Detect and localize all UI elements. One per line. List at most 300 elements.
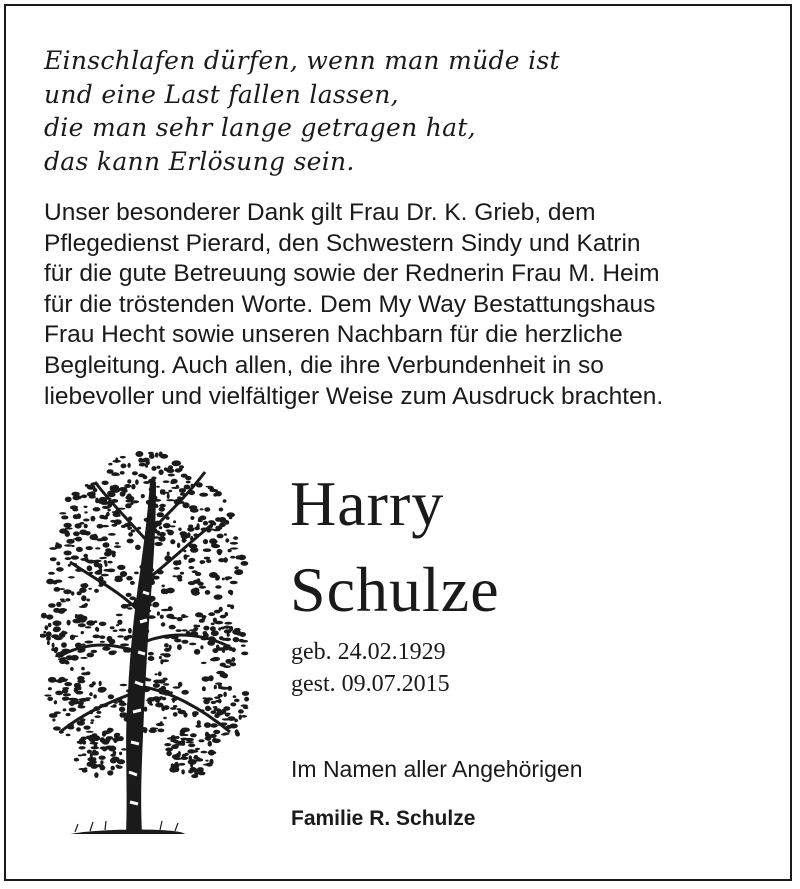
leaf (90, 516, 95, 522)
leaf (205, 590, 211, 595)
leaf (62, 698, 68, 701)
leaf (85, 626, 91, 628)
leaf (155, 530, 161, 533)
leaf (68, 701, 77, 705)
thanks-line: Pflegedienst Pierard, den Schwestern Sindy und Katrin (44, 229, 641, 257)
leaf (80, 583, 88, 588)
leaf (68, 698, 77, 701)
leaf (83, 519, 90, 522)
leaf (160, 721, 163, 724)
leaf (208, 612, 215, 616)
leaf (117, 565, 125, 570)
leaf (167, 493, 170, 499)
leaf (128, 628, 132, 634)
leaf (63, 589, 72, 594)
leaf (53, 626, 61, 632)
leaf (227, 512, 235, 517)
leaf (100, 641, 105, 643)
leaf (203, 699, 210, 705)
leaf (166, 751, 172, 756)
leaf (114, 545, 121, 548)
leaf (108, 463, 112, 466)
leaf (230, 556, 235, 559)
leaf (234, 566, 238, 569)
leaf (114, 733, 120, 737)
leaf (178, 579, 183, 582)
leaf (102, 647, 110, 651)
leaf (64, 682, 72, 686)
leaf (96, 711, 101, 714)
deceased-last-name: Schulze (290, 554, 500, 625)
leaf (119, 707, 125, 713)
leaf (75, 537, 82, 542)
leaf (167, 552, 170, 556)
leaf (159, 526, 162, 529)
poem (44, 44, 664, 178)
family-signature: Familie R. Schulze (291, 807, 476, 830)
leaf (144, 707, 148, 712)
leaf (102, 747, 107, 751)
leaf (174, 744, 179, 747)
leaf (48, 623, 52, 627)
leaf (145, 678, 151, 681)
leaf (215, 700, 218, 703)
leaf (87, 565, 93, 571)
leaf (195, 748, 200, 750)
leaf (81, 595, 86, 601)
leaf (85, 697, 91, 699)
leaf (160, 615, 164, 619)
leaf (164, 589, 169, 594)
leaf (73, 531, 80, 536)
leaf (215, 517, 221, 522)
leaf (172, 698, 175, 703)
leaf (158, 536, 165, 542)
leaf (127, 494, 132, 499)
leaf (205, 737, 211, 741)
leaf (184, 554, 188, 560)
leaf (166, 499, 174, 501)
leaf (173, 520, 176, 523)
leaf (227, 604, 232, 607)
leaf (239, 640, 248, 643)
leaf (97, 524, 104, 529)
poem-line: die man sehr lange getragen hat, (44, 113, 476, 142)
leaf (164, 643, 169, 647)
leaf (177, 543, 180, 548)
leaf (86, 731, 94, 733)
leaf (168, 465, 173, 469)
leaf (93, 694, 97, 698)
leaf (77, 741, 81, 744)
leaf (168, 490, 172, 492)
leaf (45, 625, 49, 630)
leaf (220, 615, 226, 619)
leaf (170, 525, 175, 527)
leaf (230, 542, 238, 545)
leaf (172, 460, 181, 466)
leaf (84, 524, 88, 529)
leaf (69, 708, 77, 712)
leaf (177, 617, 183, 621)
leaf (158, 671, 162, 676)
leaf (218, 694, 223, 697)
leaf (235, 729, 239, 734)
leaf (239, 715, 242, 720)
leaf (194, 649, 200, 655)
leaf (208, 751, 217, 755)
leaf (48, 687, 52, 690)
leaf (211, 544, 220, 548)
leaf (134, 572, 139, 575)
leaf (107, 770, 113, 775)
leaf (179, 763, 186, 766)
leaf (108, 651, 116, 655)
leaf (209, 572, 218, 578)
leaf (215, 595, 223, 599)
leaf (52, 718, 55, 721)
leaf (83, 726, 90, 730)
leaf (75, 523, 82, 528)
leaf (201, 751, 208, 754)
leaf (126, 576, 133, 581)
leaf (100, 760, 103, 764)
leaf (219, 508, 224, 512)
leaf (116, 614, 123, 617)
leaf (206, 486, 214, 488)
leaf (109, 639, 116, 645)
leaf (164, 743, 171, 746)
leaf (107, 509, 110, 512)
leaf (205, 706, 211, 712)
leaf (68, 564, 71, 567)
leaf (98, 563, 103, 569)
leaf (107, 561, 112, 564)
leaf (94, 742, 98, 747)
leaf (175, 762, 179, 766)
leaf (184, 753, 188, 756)
leaf (218, 686, 225, 689)
leaf (193, 627, 198, 630)
leaf (163, 678, 168, 681)
leaf (135, 479, 139, 485)
leaf (181, 769, 185, 774)
leaf (229, 724, 238, 729)
leaf (208, 741, 212, 747)
leaf (234, 719, 238, 723)
leaf (196, 625, 200, 628)
leaf (71, 492, 79, 496)
leaf (189, 755, 193, 761)
leaf (126, 593, 132, 597)
leaf (66, 539, 74, 544)
leaf (56, 602, 62, 607)
leaf (50, 714, 55, 717)
leaf (101, 574, 109, 577)
leaf (79, 746, 86, 749)
leaf (122, 490, 126, 494)
leaf (86, 599, 90, 602)
leaf (218, 627, 221, 630)
leaf (192, 712, 197, 717)
leaf (53, 620, 62, 626)
leaf (217, 534, 224, 539)
leaf (200, 560, 203, 564)
leaf (102, 506, 110, 509)
leaf (230, 547, 238, 549)
leaf (59, 528, 67, 533)
leaf (46, 636, 51, 641)
leaf (78, 650, 84, 653)
leaf (95, 547, 100, 549)
leaf (107, 728, 112, 734)
leaf (71, 655, 79, 661)
leaf (108, 746, 116, 752)
leaf (210, 658, 219, 662)
leaf (59, 588, 65, 590)
leaf (82, 753, 87, 756)
leaf (167, 530, 174, 536)
leaf (186, 741, 194, 743)
leaf (176, 629, 182, 632)
leaf (232, 647, 236, 652)
leaf (190, 763, 193, 767)
leaf (169, 625, 176, 630)
leaf (41, 613, 47, 619)
leaf (135, 545, 141, 550)
leaf (203, 626, 209, 631)
leaf (80, 738, 85, 741)
leaf (113, 704, 117, 708)
leaf (168, 606, 173, 611)
leaf (199, 619, 205, 623)
leaf (163, 717, 167, 719)
leaf (91, 719, 95, 721)
leaf (70, 635, 75, 641)
leaf (225, 578, 228, 580)
leaf (153, 683, 160, 688)
leaf (60, 598, 65, 600)
leaf (152, 602, 159, 608)
leaf (197, 523, 200, 528)
leaf (77, 720, 85, 725)
thanks-line: liebevoller und vielfältiger Weise zum Ausdruck brachten. (44, 382, 664, 410)
thanks-line: für die gute Betreuung sowie der Rednerin Frau M. Heim (44, 260, 660, 288)
leaf (185, 476, 191, 480)
leaf (54, 580, 62, 583)
leaf (241, 645, 246, 647)
leaf (131, 484, 135, 490)
leaf (73, 514, 79, 519)
leaf (180, 572, 184, 575)
leaf (236, 630, 241, 635)
leaf (162, 585, 165, 588)
leaf (241, 704, 248, 707)
leaf (102, 557, 107, 559)
leaf (184, 485, 191, 490)
leaf (212, 738, 217, 742)
leaf (47, 697, 53, 701)
leaf (155, 673, 158, 675)
leaf (82, 769, 88, 773)
leaf (49, 547, 57, 550)
leaf (119, 629, 127, 632)
leaf (117, 620, 122, 625)
leaf (110, 758, 117, 764)
leaf (112, 460, 121, 463)
leaf (233, 536, 238, 540)
thanks-line: Unser besonderer Dank gilt Frau Dr. K. Grieb, dem (44, 199, 596, 226)
leaf (241, 561, 249, 566)
leaf (214, 610, 221, 614)
leaf (95, 764, 104, 767)
leaf (80, 657, 88, 659)
leaf (79, 588, 86, 593)
leaf (82, 604, 87, 608)
leaf (90, 722, 94, 724)
leaf (119, 702, 127, 706)
leaf (195, 572, 201, 576)
leaf (190, 733, 197, 737)
leaf (172, 754, 180, 759)
leaf (95, 627, 99, 632)
leaf (86, 546, 93, 550)
leaf (87, 750, 92, 754)
leaf (190, 516, 194, 520)
leaf (203, 548, 211, 552)
leaf (198, 739, 204, 742)
leaf (78, 618, 86, 623)
leaf (88, 588, 92, 590)
leaf (209, 538, 217, 544)
leaf (94, 772, 98, 778)
leaf (148, 656, 155, 661)
leaf (68, 576, 75, 578)
leaf (107, 469, 114, 474)
leaf (94, 571, 102, 575)
leaf (195, 725, 201, 728)
leaf (199, 516, 206, 521)
leaf (130, 581, 135, 585)
leaf (99, 635, 105, 639)
leaf (64, 660, 69, 665)
leaf (221, 638, 227, 641)
leaf (215, 621, 224, 625)
leaf (120, 684, 128, 686)
leaf (199, 586, 206, 589)
leaf (79, 530, 87, 535)
leaf (163, 705, 170, 710)
leaf (64, 544, 73, 547)
leaf (119, 752, 122, 756)
leaf (202, 676, 210, 681)
leaf (113, 630, 118, 632)
leaf (214, 685, 217, 689)
leaf (143, 475, 148, 479)
leaf (43, 631, 46, 634)
leaf (173, 567, 180, 570)
leaf (174, 639, 181, 643)
leaf (233, 637, 240, 642)
leaf (75, 614, 78, 618)
leaf (78, 699, 85, 701)
leaf (67, 620, 71, 626)
leaf (190, 547, 198, 553)
leaf (178, 528, 181, 531)
leaf (54, 700, 57, 704)
leaf (132, 471, 138, 475)
leaf (177, 644, 182, 650)
leaf (242, 691, 249, 696)
thanks-line: Begleitung. Auch allen, die ihre Verbundenheit in so (44, 351, 604, 379)
leaf (148, 652, 154, 656)
leaf (179, 465, 184, 468)
leaf (90, 760, 97, 764)
leaf (223, 499, 227, 503)
leaf (222, 578, 225, 581)
leaf (83, 506, 87, 508)
leaf (48, 603, 56, 608)
leaf (180, 732, 185, 736)
leaf (213, 730, 220, 734)
leaf (65, 557, 71, 560)
leaf (56, 562, 60, 566)
leaf (141, 494, 145, 498)
leaf (117, 635, 124, 637)
leaf (163, 683, 169, 686)
leaf (66, 713, 71, 716)
leaf (120, 571, 127, 577)
leaf (99, 497, 107, 502)
leaf (188, 525, 193, 528)
leaf (93, 757, 96, 759)
leaf (156, 486, 160, 488)
leaf (84, 641, 93, 644)
leaf (93, 507, 101, 511)
leaf (164, 467, 168, 471)
leaf (159, 504, 166, 508)
leaf (188, 743, 195, 747)
leaf (56, 567, 64, 572)
leaf (108, 694, 114, 699)
leaf (99, 681, 102, 686)
leaf (51, 648, 56, 651)
leaf (241, 652, 248, 656)
leaf (53, 726, 61, 730)
leaf (65, 598, 70, 601)
leaf (181, 756, 189, 760)
leaf (200, 645, 203, 649)
leaf (131, 530, 136, 533)
leaf (223, 692, 227, 697)
birth-date: geb. 24.02.1929 (291, 639, 446, 665)
leaf (84, 511, 87, 513)
leaf (135, 451, 143, 457)
leaf (157, 466, 161, 469)
leaf (65, 497, 72, 502)
leaf (215, 585, 221, 589)
leaf (91, 650, 98, 653)
leaf (107, 491, 115, 496)
leaf (112, 485, 120, 491)
leaf (104, 560, 107, 564)
death-date: gest. 09.07.2015 (291, 671, 450, 697)
leaf (171, 763, 174, 769)
leaf (47, 641, 50, 645)
leaf (169, 617, 177, 619)
leaf (221, 733, 227, 735)
leaf (227, 633, 230, 637)
